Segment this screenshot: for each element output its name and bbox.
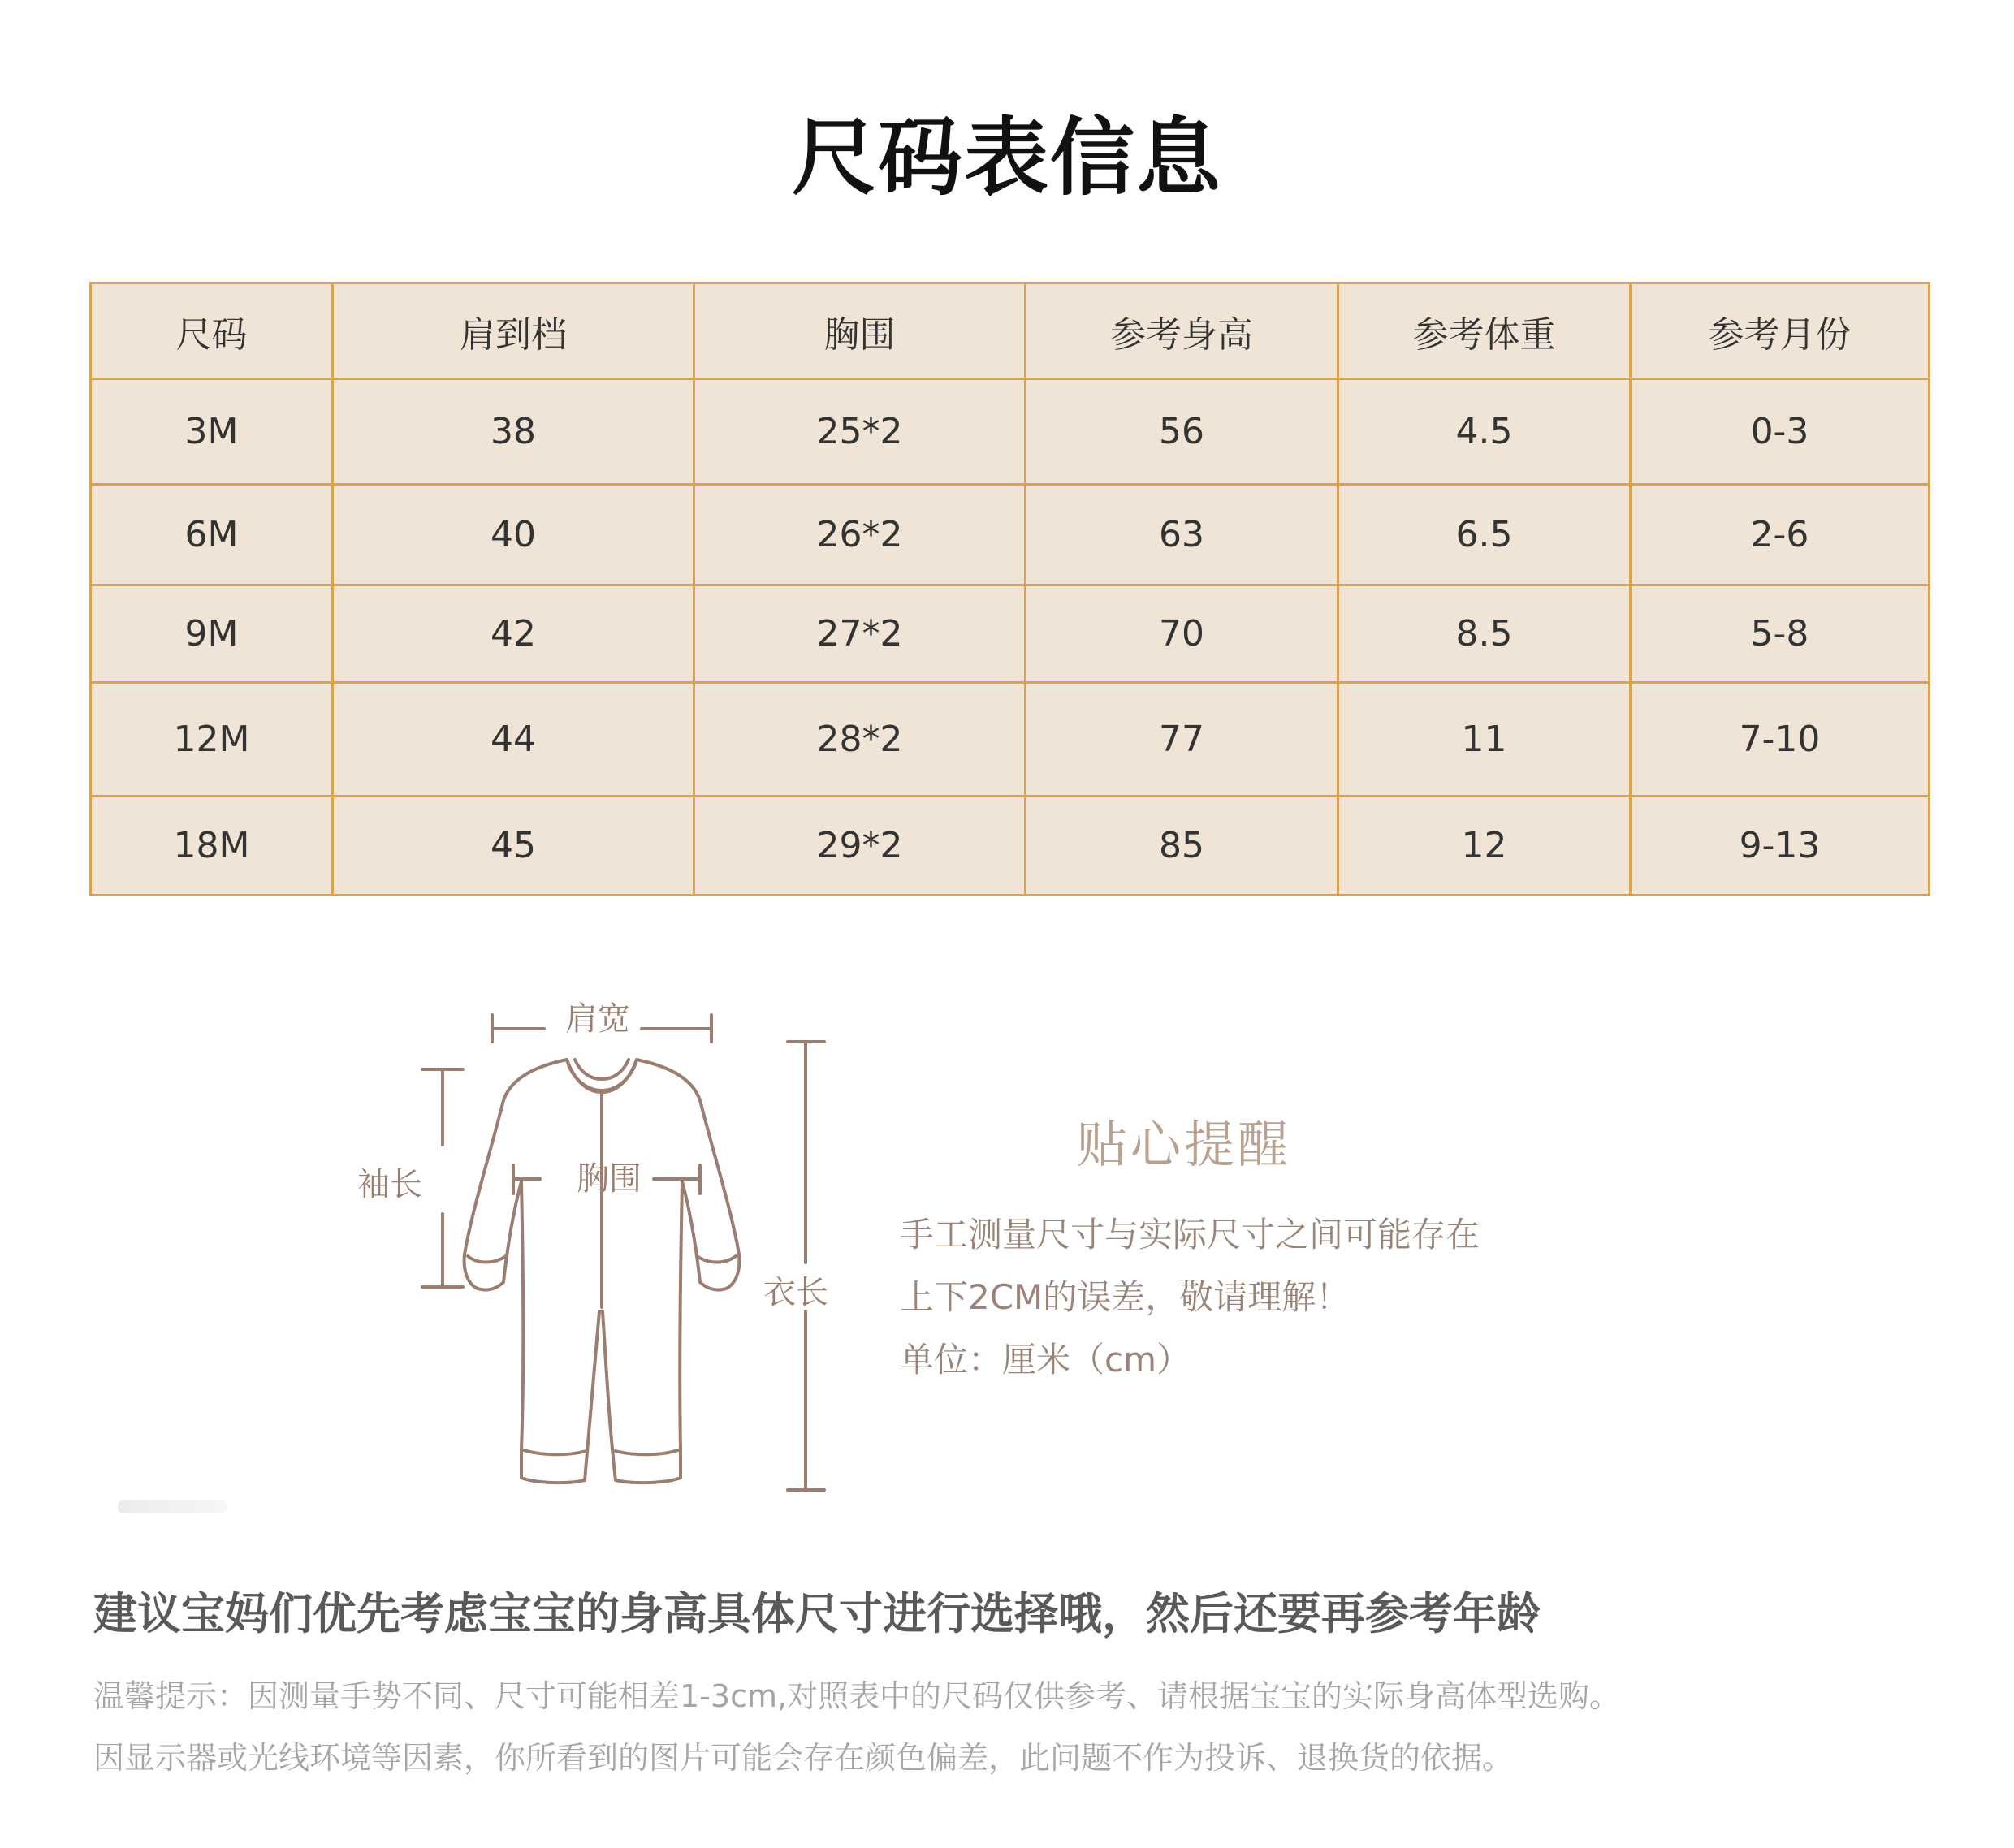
table-row: [91, 485, 1930, 585]
table-cell: 18M: [91, 797, 333, 896]
table-cell: 12M: [91, 683, 333, 797]
size-table: [89, 282, 1930, 896]
page-title: 尺码表信息: [791, 108, 1222, 207]
tips-title: 贴心提醒: [1077, 1115, 1292, 1174]
length-label: 衣长: [763, 1274, 828, 1311]
table-cell: 0-3: [1631, 379, 1930, 485]
table-row: [91, 683, 1930, 797]
table-cell: 5-8: [1631, 585, 1930, 683]
table-cell: 7-10: [1631, 683, 1930, 797]
table-cell: 85: [1026, 797, 1338, 896]
table-cell: 56: [1026, 379, 1338, 485]
header-shoulder-to-crotch: 肩到档: [333, 283, 694, 379]
table-cell: 9M: [91, 585, 333, 683]
table-cell: 6M: [91, 485, 333, 585]
table-row: [91, 379, 1930, 485]
notice-line: 因显示器或光线环境等因素，你所看到的图片可能会存在颜色偏差，此问题不作为投诉、退换货的依据。: [93, 1740, 1514, 1776]
table-header-row: [91, 283, 1930, 379]
table-cell: 28*2: [694, 683, 1026, 797]
table-cell: 2-6: [1631, 485, 1930, 585]
tips-line: 单位：厘米（cm）: [900, 1340, 1191, 1380]
shoulder-width-label: 肩宽: [565, 1000, 630, 1038]
table-cell: 11: [1338, 683, 1631, 797]
table-cell: 42: [333, 585, 694, 683]
table-cell: 29*2: [694, 797, 1026, 896]
header-size: 尺码: [91, 283, 333, 379]
chest-label: 胸围: [577, 1160, 642, 1198]
table-cell: 63: [1026, 485, 1338, 585]
table-cell: 27*2: [694, 585, 1026, 683]
table-cell: 38: [333, 379, 694, 485]
advice-text: 建议宝妈们优先考虑宝宝的身高具体尺寸进行选择哦，然后还要再参考年龄: [93, 1588, 1541, 1639]
table-cell: 77: [1026, 683, 1338, 797]
header-weight: 参考体重: [1338, 283, 1631, 379]
table-cell: 25*2: [694, 379, 1026, 485]
table-row: [91, 797, 1930, 896]
notice-line: 温馨提示：因测量手势不同、尺寸可能相差1-3cm,对照表中的尺码仅供参考、请根据宝宝的实际身高体型选购。: [93, 1678, 1621, 1714]
table-cell: 6.5: [1338, 485, 1631, 585]
table-cell: 45: [333, 797, 694, 896]
tips-line: 手工测量尺寸与实际尺寸之间可能存在: [900, 1215, 1480, 1254]
table-cell: 8.5: [1338, 585, 1631, 683]
decorative-smudge: [118, 1500, 227, 1513]
table-cell: 40: [333, 485, 694, 585]
table-cell: 3M: [91, 379, 333, 485]
table-cell: 70: [1026, 585, 1338, 683]
table-cell: 26*2: [694, 485, 1026, 585]
table-cell: 44: [333, 683, 694, 797]
header-height: 参考身高: [1026, 283, 1338, 379]
table-cell: 4.5: [1338, 379, 1631, 485]
header-age: 参考月份: [1631, 283, 1930, 379]
garment-diagram: [341, 970, 861, 1506]
table-row: [91, 585, 1930, 683]
tips-line: 上下2CM的误差，敬请理解！: [900, 1277, 1351, 1317]
header-chest: 胸围: [694, 283, 1026, 379]
table-cell: 9-13: [1631, 797, 1930, 896]
sleeve-length-label: 袖长: [357, 1166, 422, 1203]
table-cell: 12: [1338, 797, 1631, 896]
romper-outline-icon: [341, 970, 861, 1506]
